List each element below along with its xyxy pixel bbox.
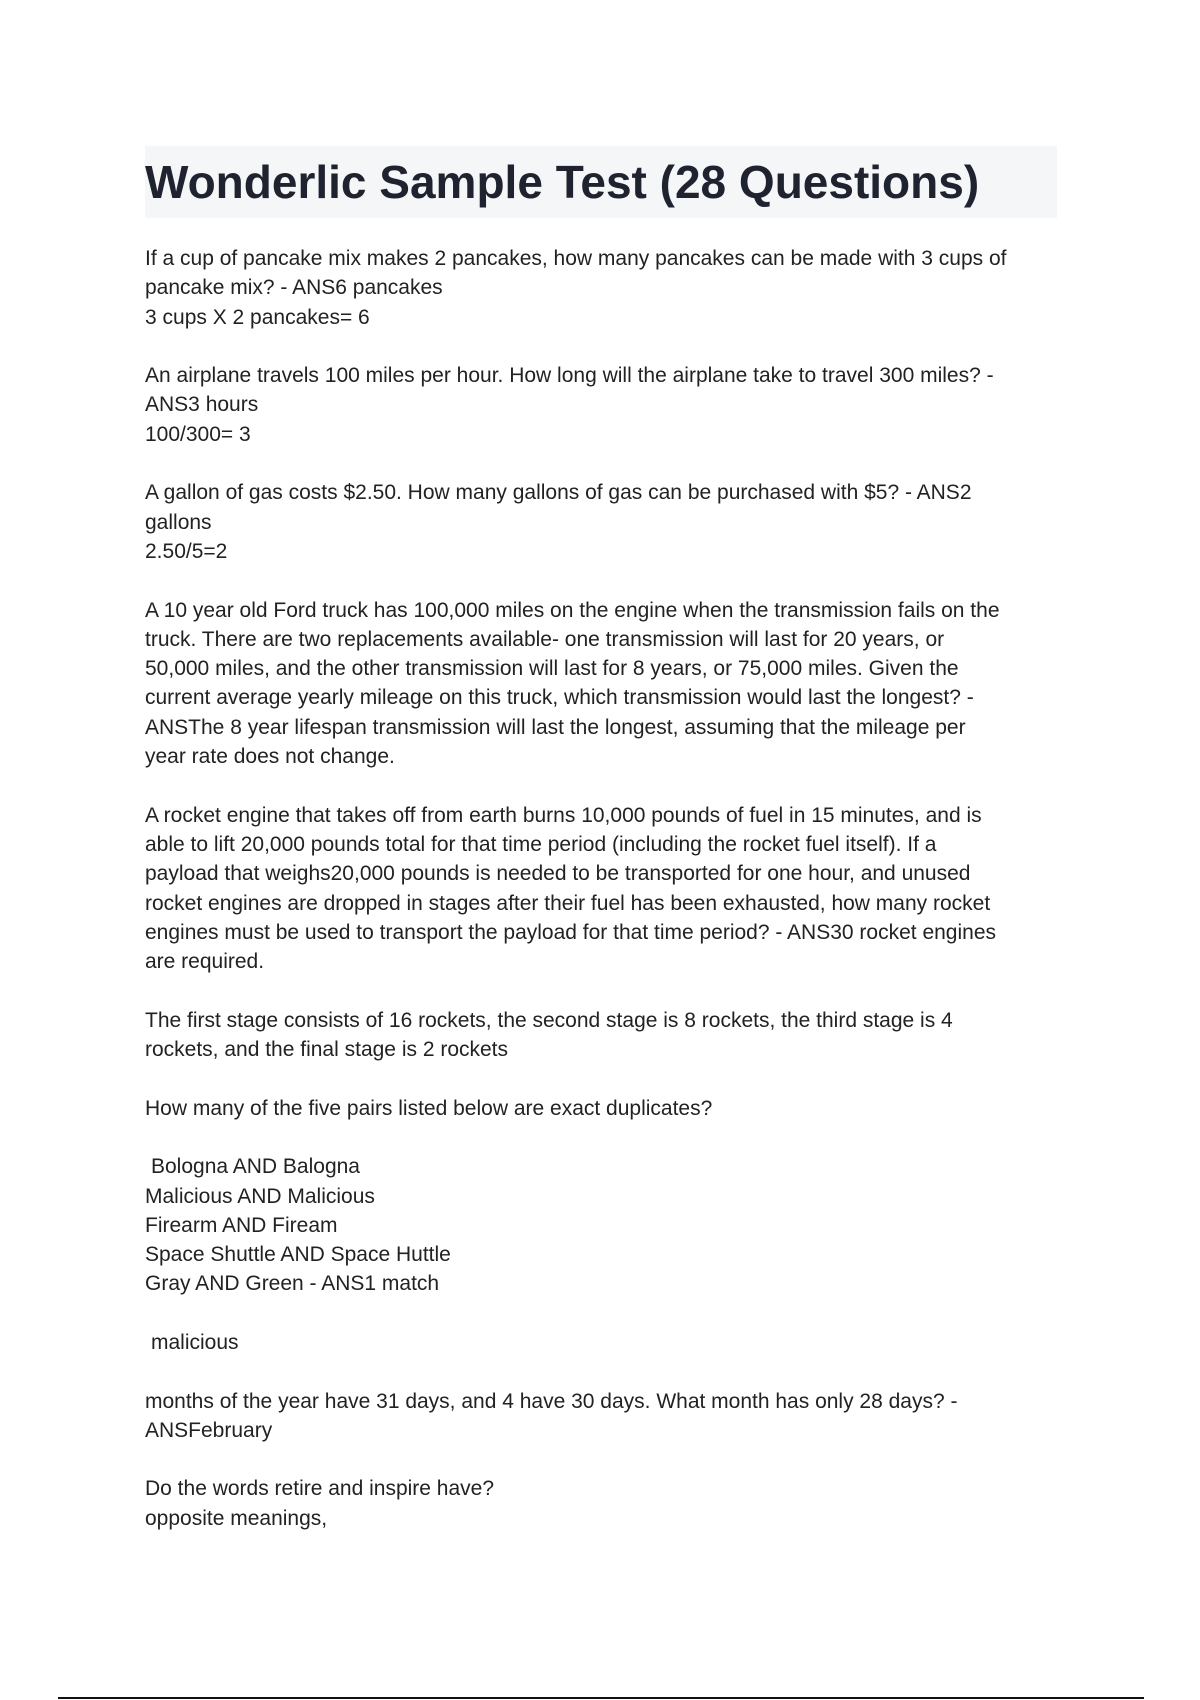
text-line: able to lift 20,000 pounds total for that time period (including the rocket fuel itself). If a [145, 832, 937, 856]
text-line: How many of the five pairs listed below are exact duplicates? [145, 1096, 713, 1120]
rocket-stages [145, 1006, 1065, 1065]
text-line: If a cup of pancake mix makes 2 pancakes, how many pancakes can be made with 3 cups of [145, 247, 1007, 270]
list-item: Firearm AND Fiream [145, 1213, 338, 1237]
text-line: A 10 year old Ford truck has 100,000 miles on the engine when the transmission fails on the [145, 598, 1000, 622]
list-item: Space Shuttle AND Space Huttle [145, 1243, 451, 1267]
text-line: A rocket engine that takes off from earth burns 10,000 pounds of fuel in 15 minutes, and is [145, 803, 982, 827]
text-line: The first stage consists of 16 rockets, the second stage is 8 rockets, the third stage is 4 [145, 1008, 953, 1032]
text-line: malicious [151, 1330, 239, 1354]
list-item: Malicious AND Malicious [145, 1184, 375, 1208]
text-line: 3 cups X 2 pancakes= 6 [145, 305, 370, 329]
text-line: ANSFebruary [145, 1418, 273, 1442]
text-line: truck. There are two replacements available- one transmission will last for 20 years, or [145, 627, 945, 651]
text-line: rocket engines are dropped in stages after their fuel has been exhausted, how many rocket [145, 891, 991, 915]
question-months [145, 1387, 1065, 1446]
text-line: ANSThe 8 year lifespan transmission will last the longest, assuming that the mileage per [145, 715, 966, 739]
question-airplane [145, 361, 1065, 449]
text-line: gallons [145, 510, 212, 534]
list-item: Bologna AND Balogna [151, 1155, 360, 1179]
document-body [145, 244, 1065, 1562]
question-retire-inspire [145, 1474, 1065, 1533]
text-line: An airplane travels 100 miles per hour. How long will the airplane take to travel 300 miles? - [145, 364, 994, 388]
question-gas [145, 478, 1065, 566]
document-title: Wonderlic Sample Test (28 Questions) [145, 156, 980, 208]
text-line: payload that weighs20,000 pounds is needed to be transported for one hour, and unused [145, 862, 971, 886]
duplicate-pairs-list [145, 1152, 1065, 1298]
text-line: are required. [145, 950, 265, 974]
text-line: opposite meanings, [145, 1506, 328, 1530]
question-rocket [145, 801, 1065, 977]
text-line: pancake mix? - ANS6 pancakes [145, 276, 443, 300]
text-line: year rate does not change. [145, 745, 395, 769]
page-divider [58, 1697, 1144, 1699]
text-line: current average yearly mileage on this truck, which transmission would last the longest? - [145, 686, 974, 710]
text-line: months of the year have 31 days, and 4 have 30 days. What month has only 28 days? - [145, 1389, 958, 1413]
text-line: ANS3 hours [145, 393, 259, 417]
text-line: 50,000 miles, and the other transmission will last for 8 years, or 75,000 miles. Given the [145, 657, 959, 681]
text-line: rockets, and the final stage is 2 rockets [145, 1038, 509, 1062]
text-line: A gallon of gas costs $2.50. How many gallons of gas can be purchased with $5? - ANS2 [145, 481, 972, 505]
question-truck [145, 596, 1065, 772]
question-duplicates [145, 1094, 1065, 1123]
list-item: Gray AND Green - ANS1 match [145, 1272, 440, 1296]
text-line: 100/300= 3 [145, 422, 251, 446]
question-pancakes [145, 244, 1065, 332]
text-line: Do the words retire and inspire have? [145, 1477, 495, 1501]
text-line: 2.50/5=2 [145, 539, 228, 563]
text-line: engines must be used to transport the payload for that time period? - ANS30 rocket engines [145, 920, 997, 944]
duplicate-answer-word [145, 1328, 1065, 1357]
